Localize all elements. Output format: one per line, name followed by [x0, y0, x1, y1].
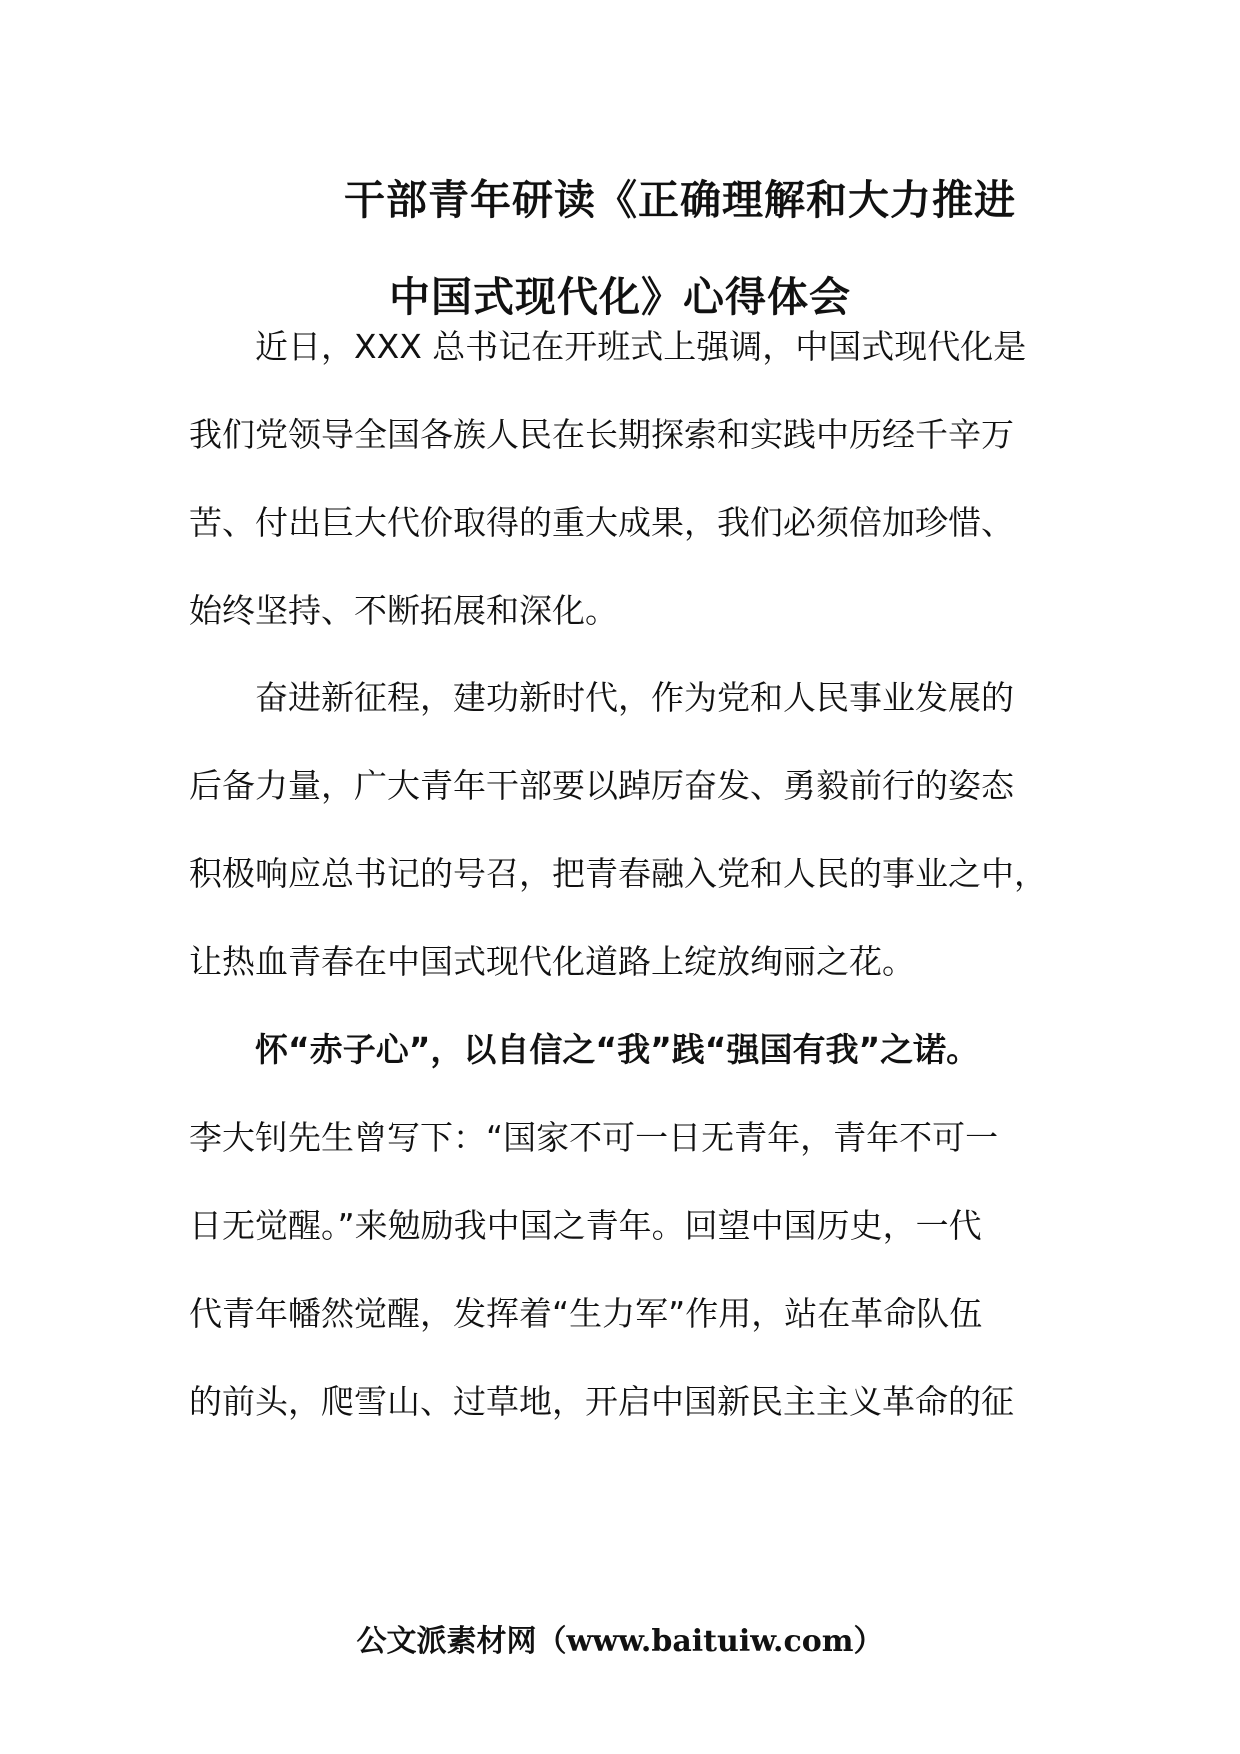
- section-heading: 怀“赤子心”，以自信之“我”践“强国有我”之诺。: [255, 1030, 980, 1069]
- paragraph-1-line-2: 我们党领导全国各族人民在长期探索和实践中历经千辛万: [189, 415, 1014, 454]
- paragraph-2-line-1: 奋进新征程，建功新时代，作为党和人民事业发展的: [255, 678, 1014, 717]
- paragraph-1-line-4: 始终坚持、不断拓展和深化。: [189, 591, 618, 630]
- footer-watermark: 公文派素材网（www.baituiw.com）: [356, 1624, 884, 1659]
- document-title-line-1: 干部青年研读《正确理解和大力推进: [344, 176, 1016, 224]
- paragraph-2-line-3: 积极响应总书记的号召，把青春融入党和人民的事业之中，: [189, 854, 1047, 893]
- paragraph-2-line-2: 后备力量，广大青年干部要以踔厉奋发、勇毅前行的姿态: [189, 766, 1014, 805]
- paragraph-2-line-4: 让热血青春在中国式现代化道路上绽放绚丽之花。: [189, 942, 915, 981]
- paragraph-1-line-3: 苦、付出巨大代价取得的重大成果，我们必须倍加珍惜、: [189, 503, 1014, 542]
- paragraph-3-line-3: 代青年幡然觉醒，发挥着“生力军”作用，站在革命队伍: [189, 1294, 983, 1333]
- paragraph-3-line-4: 的前头，爬雪山、过草地，开启中国新民主主义革命的征: [189, 1382, 1014, 1421]
- paragraph-3-line-2: 日无觉醒。”来勉励我中国之青年。回望中国历史，一代: [189, 1206, 982, 1245]
- paragraph-1-line-1: 近日，XXX 总书记在开班式上强调，中国式现代化是: [255, 327, 1027, 366]
- paragraph-3-line-1: 李大钊先生曾写下：“国家不可一日无青年，青年不可一: [189, 1118, 999, 1157]
- document-title-line-2: 中国式现代化》心得体会: [389, 273, 851, 321]
